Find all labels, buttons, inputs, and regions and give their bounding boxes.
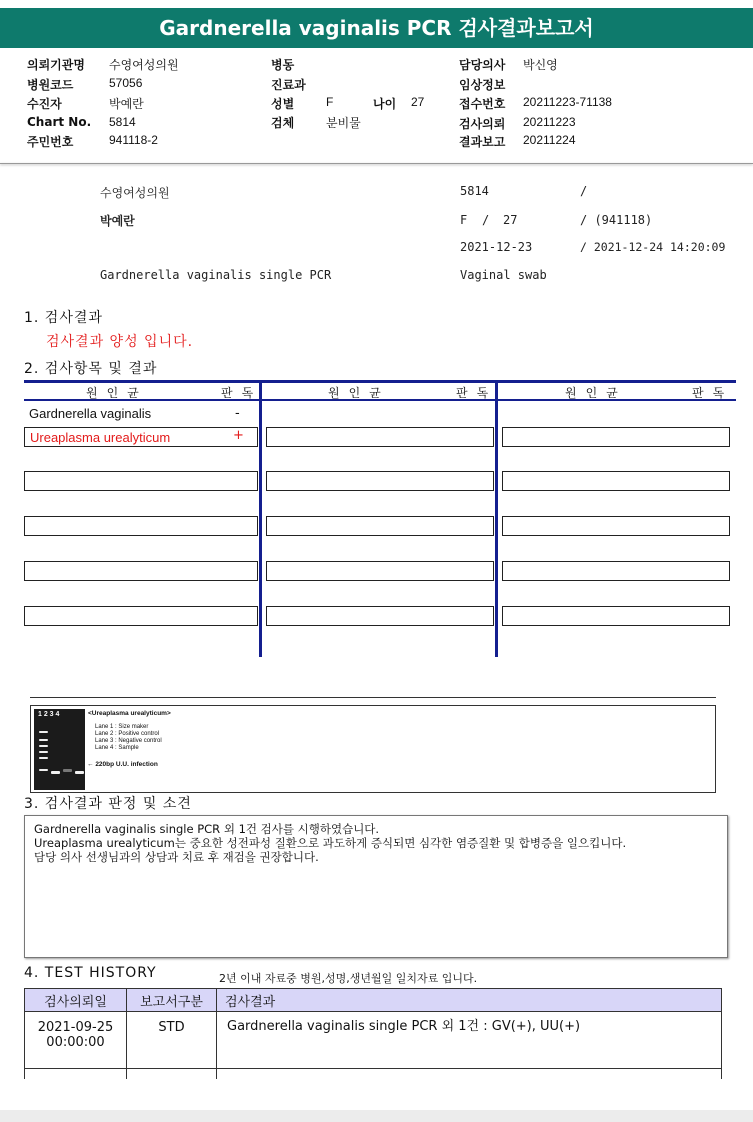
history-date: 2021-09-25 [37, 1020, 114, 1035]
gel-lane3: Lane 3 : Negative control [95, 738, 162, 744]
positive-band [51, 771, 60, 774]
empty-cell [502, 516, 730, 536]
summary-sex: F [460, 213, 468, 227]
ladder-band [39, 739, 48, 741]
ladder-band [39, 751, 48, 753]
gel-electrophoresis-figure [30, 705, 716, 793]
item-result-positive: + [233, 428, 244, 443]
value-patient: 박예란 [109, 97, 144, 111]
empty-cell [266, 561, 494, 581]
item-row [24, 404, 258, 424]
col1-head-result: 판독 [221, 386, 263, 400]
history-type: STD [127, 1012, 217, 1080]
section3-title: 3. 검사결과 판정 및 소견 [24, 796, 192, 812]
gel-lane1: Lane 1 : Size maker [95, 724, 149, 730]
summary-patient: 박예란 [100, 214, 135, 228]
header-divider [0, 163, 753, 164]
comment-box [24, 815, 728, 958]
gel-lane-numbers: 1 2 3 4 [38, 711, 60, 718]
section4-title: 4. TEST HISTORY [24, 965, 157, 981]
empty-cell [502, 471, 730, 491]
value-age: 27 [411, 95, 425, 109]
summary-hospital: 수영여성의원 [100, 186, 170, 200]
col1-head-organism: 원인균 [86, 386, 148, 400]
label-specimen: 검체 [271, 116, 295, 130]
comment-line-1: Gardnerella vaginalis single PCR 외 1건 검사를 시행하였습니다. [34, 822, 380, 836]
summary-test-name: Gardnerella vaginalis single PCR [100, 268, 332, 282]
summary-birth: / (941118) [580, 213, 653, 227]
value-specimen: 분비물 [326, 116, 361, 130]
col2-head-organism: 원인균 [328, 386, 390, 400]
empty-cell [266, 427, 494, 447]
history-time: 00:00:00 [46, 1035, 105, 1050]
label-request-date: 검사의뢰 [459, 117, 506, 131]
value-report-date: 20211224 [523, 133, 576, 147]
ladder-band [39, 731, 48, 733]
sample-band [75, 771, 84, 774]
label-hospital-code: 병원코드 [27, 78, 74, 92]
label-ward: 병동 [271, 58, 295, 72]
gel-image [34, 709, 85, 790]
grid-top-line [24, 380, 736, 383]
summary-chart: 5814 [460, 184, 489, 198]
value-receipt-no: 20211223-71138 [523, 95, 612, 109]
empty-cell [502, 606, 730, 626]
value-sex: F [326, 95, 334, 109]
col2-head-result: 판독 [456, 386, 498, 400]
history-col-type: 보고서구분 [127, 989, 217, 1012]
label-clinical-info: 임상정보 [459, 78, 506, 92]
col3-head-result: 판독 [692, 386, 734, 400]
empty-cell [24, 471, 258, 491]
gel-band-label: ← 220bp U.U. infection [87, 761, 158, 768]
label-patient: 수진자 [27, 97, 62, 111]
section2-title: 2. 검사항목 및 결과 [24, 361, 158, 377]
comment-line-3: 담당 의사 선생님과의 상담과 치료 후 재검을 권장합니다. [34, 850, 319, 864]
summary-report-datetime: / 2021-12-24 14:20:09 [580, 240, 726, 254]
section1-result: 검사결과 양성 입니다. [46, 334, 194, 350]
history-bottom-rule [24, 1068, 722, 1069]
value-physician: 박신영 [523, 58, 558, 72]
ladder-band [39, 745, 48, 747]
empty-cell [266, 471, 494, 491]
label-age: 나이 [373, 97, 397, 111]
gel-lane2: Lane 2 : Positive control [95, 731, 160, 737]
empty-cell [502, 561, 730, 581]
history-header-row [25, 989, 722, 1012]
summary-request-date: 2021-12-23 [460, 240, 533, 254]
gel-top-rule [30, 697, 716, 698]
history-col-date: 검사의뢰일 [25, 989, 127, 1012]
item-result: - [235, 406, 240, 421]
empty-cell [502, 427, 730, 447]
history-result: Gardnerella vaginalis single PCR 외 1건 : GV(+), UU(+) [217, 1012, 722, 1080]
value-request-date: 20211223 [523, 115, 576, 129]
summary-slash: / [580, 184, 588, 198]
label-receipt-no: 접수번호 [459, 97, 506, 111]
summary-sep: / [482, 213, 490, 227]
label-sex: 성별 [271, 97, 295, 111]
item-name: Ureaplasma urealyticum [30, 430, 171, 445]
value-hospital-code: 57056 [109, 76, 143, 90]
col3-head-organism: 원인균 [565, 386, 627, 400]
label-chart-no: Chart No. [27, 115, 92, 129]
ladder-band [39, 757, 48, 759]
gel-lane4: Lane 4 : Sample [95, 745, 139, 751]
history-table [24, 988, 722, 1079]
section1-title: 1. 검사결과 [24, 310, 103, 326]
value-resident-no: 941118-2 [109, 133, 158, 147]
grid-divider-2 [495, 380, 498, 657]
label-physician: 담당의사 [459, 58, 506, 72]
label-institution: 의뢰기관명 [27, 58, 85, 72]
item-name: Gardnerella vaginalis [29, 406, 152, 421]
empty-cell [24, 516, 258, 536]
empty-cell [24, 606, 258, 626]
empty-cell [266, 516, 494, 536]
item-row-positive [24, 427, 258, 447]
label-report-date: 결과보고 [459, 135, 506, 149]
summary-specimen: Vaginal swab [460, 268, 547, 282]
gel-heading: <Ureaplasma urealyticum> [88, 710, 171, 717]
history-col-result: 검사결과 [217, 989, 722, 1012]
comment-line-2: Ureaplasma urealyticum는 중요한 성전파성 질환으로 과도하게 증식되면 심각한 염증질환 및 합병증을 일으킵니다. [34, 836, 627, 850]
history-note: 2년 이내 자료중 병원,성명,생년월일 일치자료 입니다. [219, 972, 478, 985]
ladder-band [39, 769, 48, 771]
label-department: 진료과 [271, 78, 306, 92]
negative-band [63, 769, 72, 772]
summary-age: 27 [503, 213, 518, 227]
label-resident-no: 주민번호 [27, 135, 74, 149]
empty-cell [266, 606, 494, 626]
value-chart-no: 5814 [109, 115, 136, 129]
value-institution: 수영여성의원 [109, 58, 179, 72]
report-title: Gardnerella vaginalis PCR 검사결과보고서 [0, 8, 753, 48]
grid-divider-1 [259, 380, 262, 657]
empty-cell [24, 561, 258, 581]
